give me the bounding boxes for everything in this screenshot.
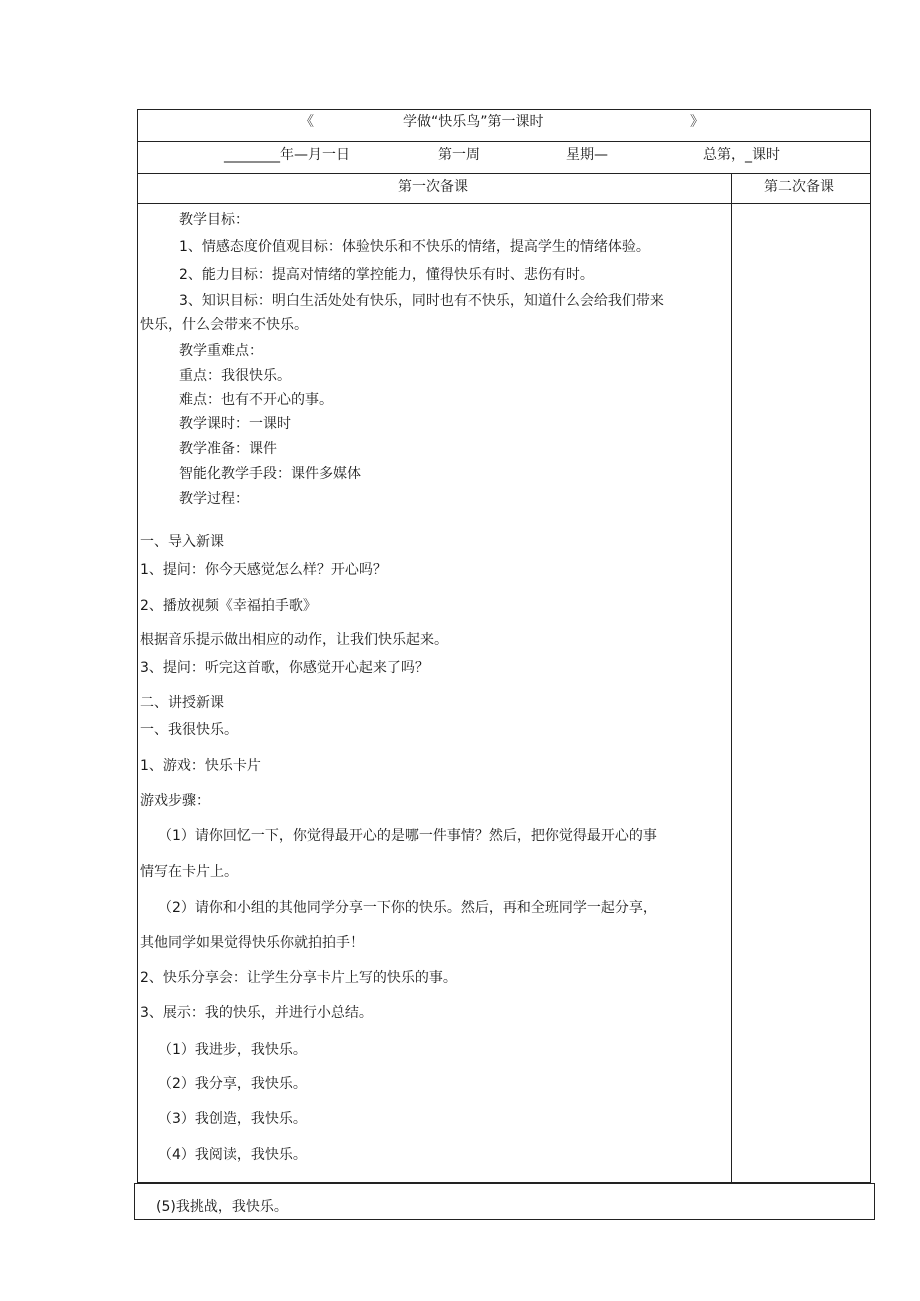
continuation-line: (5)我挑战，我快乐。 — [156, 1199, 288, 1215]
body-line: 2、能力目标：提高对情绪的掌控能力，懂得快乐有时、悲伤有时。 — [179, 267, 594, 283]
body-line: （4）我阅读，我快乐。 — [158, 1147, 307, 1163]
title-open-bracket: 《 — [300, 114, 314, 130]
body-line: （1）我进步，我快乐。 — [158, 1042, 307, 1058]
second-prep-header: 第二次备课 — [764, 179, 834, 195]
body-line: （1）请你回忆一下，你觉得最开心的是哪一件事情？然后，把你觉得最开心的事 — [158, 828, 657, 844]
body-line: 教学过程： — [179, 491, 249, 507]
body-line: 二、讲授新课 — [140, 695, 224, 711]
table-border-row1 — [137, 141, 871, 142]
body-line: 智能化教学手段：课件多媒体 — [179, 466, 361, 482]
body-line: 1、情感态度价值观目标：体验快乐和不快乐的情绪，提高学生的情绪体验。 — [179, 239, 650, 255]
continuation-border-left — [134, 1183, 135, 1220]
title-close-bracket: 》 — [690, 114, 704, 130]
date-line: ________年—月一日 — [224, 147, 350, 163]
body-line: 一、我很快乐。 — [140, 722, 238, 738]
body-line: 2、播放视频《幸福拍手歌》 — [140, 598, 317, 614]
body-line: 游戏步骤： — [140, 793, 210, 809]
body-line: 重点：我很快乐。 — [179, 368, 291, 384]
body-line: 情写在卡片上。 — [140, 864, 238, 880]
continuation-border-bottom — [134, 1219, 875, 1220]
body-line: 教学准备：课件 — [179, 441, 277, 457]
body-line: （2）我分享，我快乐。 — [158, 1076, 307, 1092]
table-border-row3 — [137, 203, 871, 204]
total-lessons-label: 总第，_课时 — [703, 147, 780, 163]
body-line: 3、提问：听完这首歌，你感觉开心起来了吗？ — [140, 660, 429, 676]
body-line: 2、快乐分享会：让学生分享卡片上写的快乐的事。 — [140, 970, 457, 986]
table-border-top — [137, 109, 871, 110]
body-line: 快乐，什么会带来不快乐。 — [140, 317, 308, 333]
body-line: （3）我创造，我快乐。 — [158, 1111, 307, 1127]
body-line: 1、游戏：快乐卡片 — [140, 758, 261, 774]
continuation-border-right — [874, 1183, 875, 1220]
lesson-title: 学做“快乐鸟”第一课时 — [403, 114, 544, 130]
first-prep-header: 第一次备课 — [398, 179, 468, 195]
table-border-right — [870, 109, 871, 1183]
body-line: 1、提问：你今天感觉怎么样？开心吗？ — [140, 562, 387, 578]
table-border-left — [137, 109, 138, 1183]
continuation-border-top — [134, 1183, 875, 1184]
body-line: 根据音乐提示做出相应的动作，让我们快乐起来。 — [140, 632, 448, 648]
body-line: （2）请你和小组的其他同学分享一下你的快乐。然后，再和全班同学一起分享， — [158, 900, 657, 916]
body-line: 教学课时：一课时 — [179, 416, 291, 432]
body-line: 教学目标： — [179, 212, 249, 228]
body-line: 一、导入新课 — [140, 534, 224, 550]
body-line: 难点：也有不开心的事。 — [179, 392, 333, 408]
body-line: 教学重难点： — [179, 343, 263, 359]
body-line: 其他同学如果觉得快乐你就拍拍手！ — [140, 935, 364, 951]
table-column-divider — [731, 173, 732, 1183]
body-line: 3、展示：我的快乐，并进行小总结。 — [140, 1005, 373, 1021]
table-border-row2 — [137, 173, 871, 174]
weekday-label: 星期— — [566, 147, 608, 163]
body-line: 3、知识目标：明白生活处处有快乐，同时也有不快乐，知道什么会给我们带来 — [179, 293, 664, 309]
week-label: 第一周 — [438, 147, 480, 163]
